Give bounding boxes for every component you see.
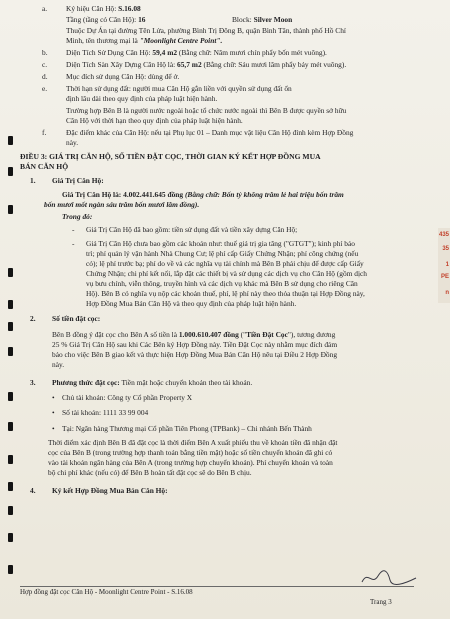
price-excludes-4: Chứng Nhận; chi phí kết nối, lắp đặt các thiết bị và sử dụng các dịch vụ cho Căn Hộ (gồm dịch xyxy=(86,269,367,278)
price-excludes-5: vụ bưu chính, viễn thông, truyền hình và các dịch vụ khác mà Bên B sử dụng cho riêng Căn xyxy=(86,279,358,288)
item-b-letter: b. xyxy=(42,48,48,57)
section-3-title: Phương thức đặt cọc: Tiền mặt hoặc chuyển khoản theo tài khoản. xyxy=(52,378,253,387)
item-f-line-2: này. xyxy=(66,138,79,147)
item-a-block: Block: Silver Moon xyxy=(232,15,293,24)
footer-divider xyxy=(20,586,414,587)
item-d-letter: d. xyxy=(42,72,48,81)
item-d-text: Mục đích sử dụng Căn Hộ: dùng để ở. xyxy=(66,72,180,81)
side-tab-label: 35 xyxy=(442,246,449,252)
binder-mark xyxy=(8,422,13,431)
section-2-number: 2. xyxy=(30,314,36,323)
item-a-address-1: Thuộc Dự Án tại đường Tên Lửa, phường Bình Trị Đông B, quận Bình Tân, thành phố Hồ Chí xyxy=(66,26,346,35)
item-c-letter: c. xyxy=(42,60,48,69)
binder-mark xyxy=(8,482,13,491)
signature-mark xyxy=(360,566,420,588)
binder-mark xyxy=(8,392,13,401)
price-excludes-7: Hợp Đồng Mua Bán Căn Hộ và theo quy định của pháp luật hiện hành. xyxy=(86,299,297,308)
binder-mark xyxy=(8,322,13,331)
item-e-line-3: Trường hợp Bên B là người nước ngoài hoặc tổ chức nước ngoài thì Bên B được quyền sở hữu xyxy=(66,106,347,115)
item-c-text: Diện Tích Sàn Xây Dựng Căn Hộ là: 65,7 m2 (Bằng chữ: Sáu mươi lăm phẩy bảy mét vuông). xyxy=(66,60,347,69)
footer-title: Hợp đồng đặt cọc Căn Hộ - Moonlight Centre Point - S.16.08 xyxy=(20,588,193,596)
item-a-letter: a. xyxy=(42,4,48,13)
apartment-price-words: bốn mươi mốt ngàn sáu trăm bốn mươi lăm đồng). xyxy=(44,200,200,209)
deposit-line-1: Bên B đồng ý đặt cọc cho Bên A số tiền là 1.000.610.407 đồng ("Tiền Đặt Cọc"), tương đương xyxy=(52,330,336,339)
binder-mark xyxy=(8,205,13,214)
section-4-title: Ký kết Hợp Đồng Mua Bán Căn Hộ: xyxy=(52,486,168,495)
item-a-code-line: Ký hiệu Căn Hộ: S.16.08 xyxy=(66,4,141,13)
price-excludes-2: trì; phí quản lý vận hành Nhà Chung Cư; lệ phí cấp Giấy Chứng Nhận; phí công chứng (nếu xyxy=(86,249,359,258)
article-3-heading-2: BÁN CĂN HỘ xyxy=(20,162,69,171)
item-e-line-1: Thời hạn sử dụng đất: người mua Căn Hộ gắn liền với quyền sử dụng đất ổn xyxy=(66,84,292,93)
article-3-heading-1: ĐIỀU 3: GIÁ TRỊ CĂN HỘ, SỐ TIỀN ĐẶT CỌC, THỜI GIAN KÝ KẾT HỢP ĐỒNG MUA xyxy=(20,152,321,161)
item-a-address-2: Minh, tên thương mại là "Moonlight Centre Point". xyxy=(66,36,223,45)
item-e-line-2: định lâu dài theo quy định của pháp luật hiện hành. xyxy=(66,94,218,103)
deposit-line-4: này. xyxy=(52,360,65,369)
side-tab-label: n xyxy=(445,290,449,296)
binder-mark xyxy=(8,455,13,464)
binder-mark xyxy=(8,347,13,356)
bullet-dot: • xyxy=(52,408,55,417)
item-f-line-1: Đặc điểm khác của Căn Hộ: nếu tại Phụ lục 01 – Danh mục vật liệu Căn Hộ đính kèm Hợp Đồng xyxy=(66,128,354,137)
side-tab-label: 435 xyxy=(438,232,449,238)
side-tab-label: PE xyxy=(440,274,449,280)
item-a-floor-line: Tầng (tầng có Căn Hộ): 16 xyxy=(66,15,146,24)
section-3-number: 3. xyxy=(30,378,36,387)
binder-mark xyxy=(8,300,13,309)
section-1-title: Giá Trị Căn Hộ: xyxy=(52,176,104,185)
price-excludes-6: Hộ). Bên B có nghĩa vụ nộp các khoản thuế, phí, lệ phí này theo thỏa thuận tại Hợp Đồng này, xyxy=(86,289,365,298)
binder-mark xyxy=(8,565,13,574)
deposit-line-2: 25 % Giá Trị Căn Hộ sau khi Các Bên ký Hợp Đồng này. Tiền Đặt Cọc này nhằm mục đích đảm xyxy=(52,340,338,349)
item-e-letter: e. xyxy=(42,84,48,93)
apartment-price: Giá Trị Căn Hộ là: 4.002.441.645 đồng (Bằng chữ: Bốn tỷ không trăm lẻ hai triệu bốn trăm xyxy=(62,190,344,199)
binder-mark xyxy=(8,268,13,277)
bank-name: Tại: Ngân hàng Thương mại Cổ phần Tiên Phong (TPBank) – Chi nhánh Bến Thành xyxy=(62,424,312,433)
price-excludes-1: Giá Trị Căn Hộ chưa bao gồm các khoản như: thuế giá trị gia tăng ("GTGT"); kinh phí bảo xyxy=(86,239,355,248)
side-tab-label: 1 xyxy=(445,262,449,268)
section-2-title: Số tiền đặt cọc: xyxy=(52,314,101,323)
item-e-line-4: Căn Hộ với thời hạn theo quy định của pháp luật hiện hành. xyxy=(66,116,243,125)
price-includes: Giá Trị Căn Hộ đã bao gồm: tiền sử dụng đất và tiền xây dựng Căn Hộ; xyxy=(86,225,298,234)
deposit-time-4: bộ chi phí khác (nếu có) để Bên B hoàn tất đặt cọc sẽ do Bên B chịu. xyxy=(48,468,252,477)
price-excludes-3: có); lệ phí trước bạ; phí do về và các nghĩa vụ tài chính mà Bên B phải chịu để được cấp Giấy xyxy=(86,259,364,268)
deposit-time-3: vào tài khoản ngân hàng của Bên A (trong trường hợp chuyển khoản). Phí chuyển khoản và toàn xyxy=(48,458,333,467)
within-label: Trong đó: xyxy=(62,212,93,221)
deposit-time-1: Thời điểm xác định Bên B đã đặt cọc là thời điểm Bên A xuất phiếu thu về khoản tiền đã nhận đặt xyxy=(48,438,338,447)
binder-mark xyxy=(8,167,13,176)
dash-bullet: - xyxy=(72,225,75,234)
binder-mark xyxy=(8,136,13,145)
section-1-number: 1. xyxy=(30,176,36,185)
binder-mark xyxy=(8,506,13,515)
account-holder: Chủ tài khoản: Công ty Cổ phần Property X xyxy=(62,393,193,402)
deposit-line-3: bảo cho việc Bên B giao kết và thực hiện Hợp Đồng Mua Bán Căn Hộ nêu tại Điều 2 Hợp Đồng xyxy=(52,350,338,359)
binder-mark xyxy=(8,533,13,542)
bullet-dot: • xyxy=(52,393,55,402)
bullet-dot: • xyxy=(52,424,55,433)
dash-bullet: - xyxy=(72,239,75,248)
deposit-time-2: cọc của Bên B (trong trường hợp thanh toán bằng tiền mặt) hoặc số tiền chuyển khoản đã ghi có xyxy=(48,448,333,457)
account-number: Số tài khoản: 1111 33 99 004 xyxy=(62,408,149,417)
item-f-letter: f. xyxy=(42,128,47,137)
item-b-text: Diện Tích Sử Dụng Căn Hộ: 59,4 m2 (Bằng chữ: Năm mươi chín phẩy bốn mét vuông). xyxy=(66,48,327,57)
page-number: Trang 3 xyxy=(370,598,392,606)
section-4-number: 4. xyxy=(30,486,36,495)
